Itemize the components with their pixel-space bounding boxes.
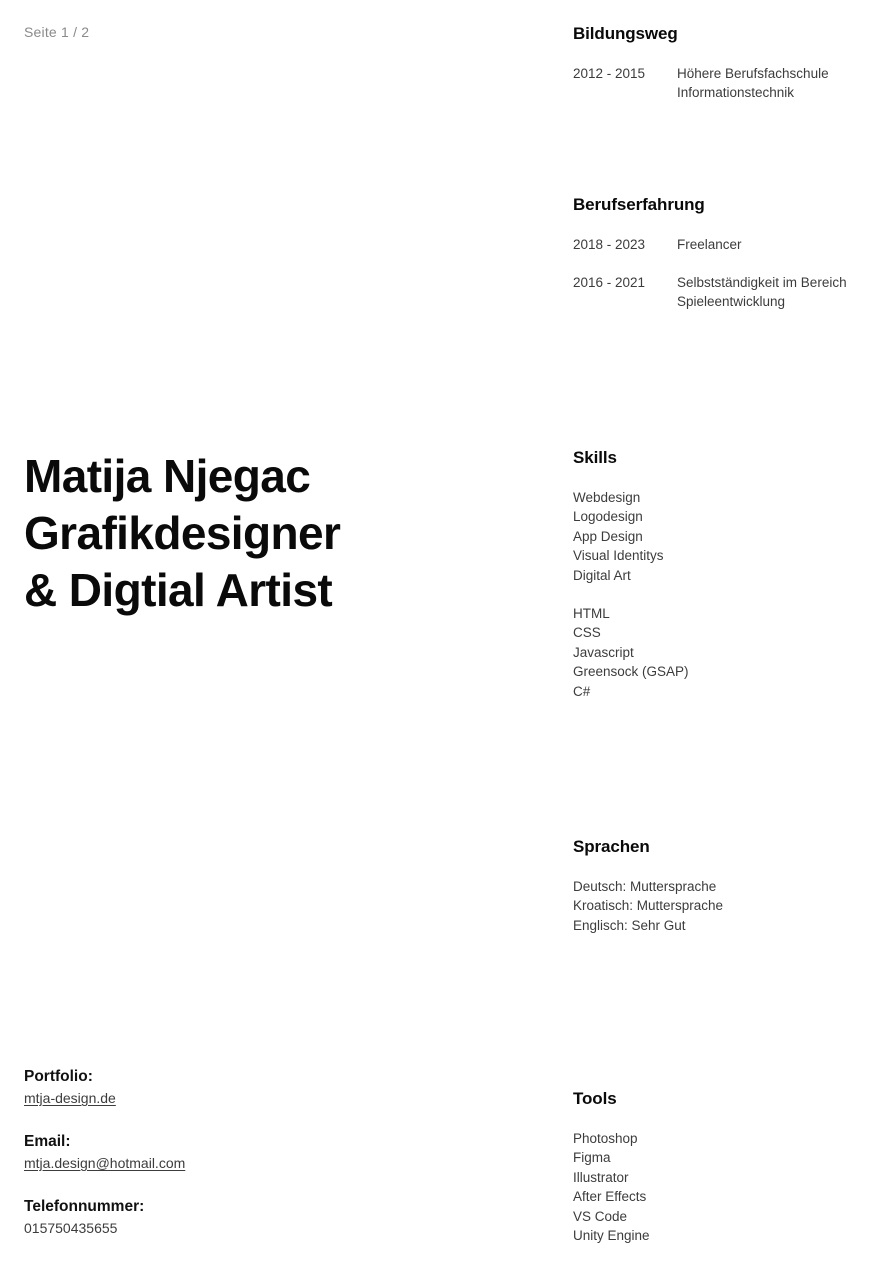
- list-item: VS Code: [573, 1208, 628, 1224]
- section-skills: [573, 448, 873, 701]
- list-item: Visual Identitys: [573, 548, 664, 564]
- experience-entry-description: Freelancer: [677, 237, 742, 252]
- experience-entry-period: 2016 - 2021: [573, 275, 646, 290]
- list-item: Unity Engine: [573, 1228, 650, 1244]
- list-item: Illustrator: [573, 1169, 629, 1185]
- email-label: Email:: [24, 1133, 71, 1150]
- skills-list: [573, 488, 873, 701]
- phone-label: Telefonnummer:: [24, 1198, 145, 1215]
- experience-entry-period: 2018 - 2023: [573, 237, 646, 252]
- list-item: CSS: [573, 625, 601, 641]
- education-entry: [573, 64, 873, 102]
- portfolio-label: Portfolio:: [24, 1068, 93, 1085]
- contact-block: [24, 1066, 444, 1239]
- section-experience: [573, 195, 873, 311]
- list-item: Greensock (GSAP): [573, 664, 689, 680]
- person-name: Matija Njegac: [24, 450, 311, 502]
- skills-group: [573, 488, 873, 585]
- education-entry-description: Höhere Berufsfachschule Informationstechnik: [677, 66, 829, 100]
- list-item: After Effects: [573, 1189, 647, 1205]
- contact-portfolio: [24, 1066, 444, 1109]
- experience-entry: [573, 273, 873, 311]
- phone-value: 015750435655: [24, 1220, 118, 1236]
- tools-group: [573, 1129, 873, 1245]
- list-item: Figma: [573, 1150, 611, 1166]
- list-item: Logodesign: [573, 509, 643, 525]
- section-education: [573, 24, 873, 102]
- list-item: Javascript: [573, 644, 634, 660]
- list-item: HTML: [573, 606, 610, 622]
- tools-list: [573, 1129, 873, 1245]
- experience-entry-description: Selbstständigkeit im Bereich Spieleentwicklung: [677, 275, 847, 309]
- section-tools: [573, 1089, 873, 1245]
- experience-entry: [573, 235, 873, 254]
- section-title-languages: Sprachen: [573, 837, 650, 856]
- list-item: Englisch: Sehr Gut: [573, 917, 686, 933]
- list-item: Photoshop: [573, 1131, 638, 1146]
- identity-block: [24, 448, 524, 619]
- section-title-experience: Berufserfahrung: [573, 195, 705, 214]
- left-column: [24, 0, 544, 1263]
- list-item: Deutsch: Muttersprache: [573, 879, 717, 894]
- list-item: Webdesign: [573, 490, 641, 505]
- languages-list: [573, 877, 873, 935]
- list-item: C#: [573, 683, 591, 699]
- portfolio-link[interactable]: mtja-design.de: [24, 1090, 116, 1106]
- email-link[interactable]: mtja.design@hotmail.com: [24, 1155, 186, 1171]
- section-languages: [573, 837, 873, 935]
- person-role-line-2: & Digtial Artist: [24, 564, 333, 616]
- skills-group: [573, 604, 873, 701]
- list-item: App Design: [573, 528, 643, 544]
- education-entry-period: 2012 - 2015: [573, 66, 646, 81]
- contact-phone: [24, 1196, 444, 1239]
- list-item: Digital Art: [573, 567, 631, 583]
- languages-group: [573, 877, 873, 935]
- section-title-tools: Tools: [573, 1089, 617, 1108]
- right-column: [573, 0, 873, 1263]
- list-item: Kroatisch: Muttersprache: [573, 898, 724, 914]
- page-indicator: Seite 1 / 2: [24, 24, 90, 40]
- section-title-skills: Skills: [573, 448, 617, 467]
- person-role-line-1: Grafikdesigner: [24, 507, 341, 559]
- contact-email: [24, 1131, 444, 1174]
- section-title-education: Bildungsweg: [573, 24, 678, 43]
